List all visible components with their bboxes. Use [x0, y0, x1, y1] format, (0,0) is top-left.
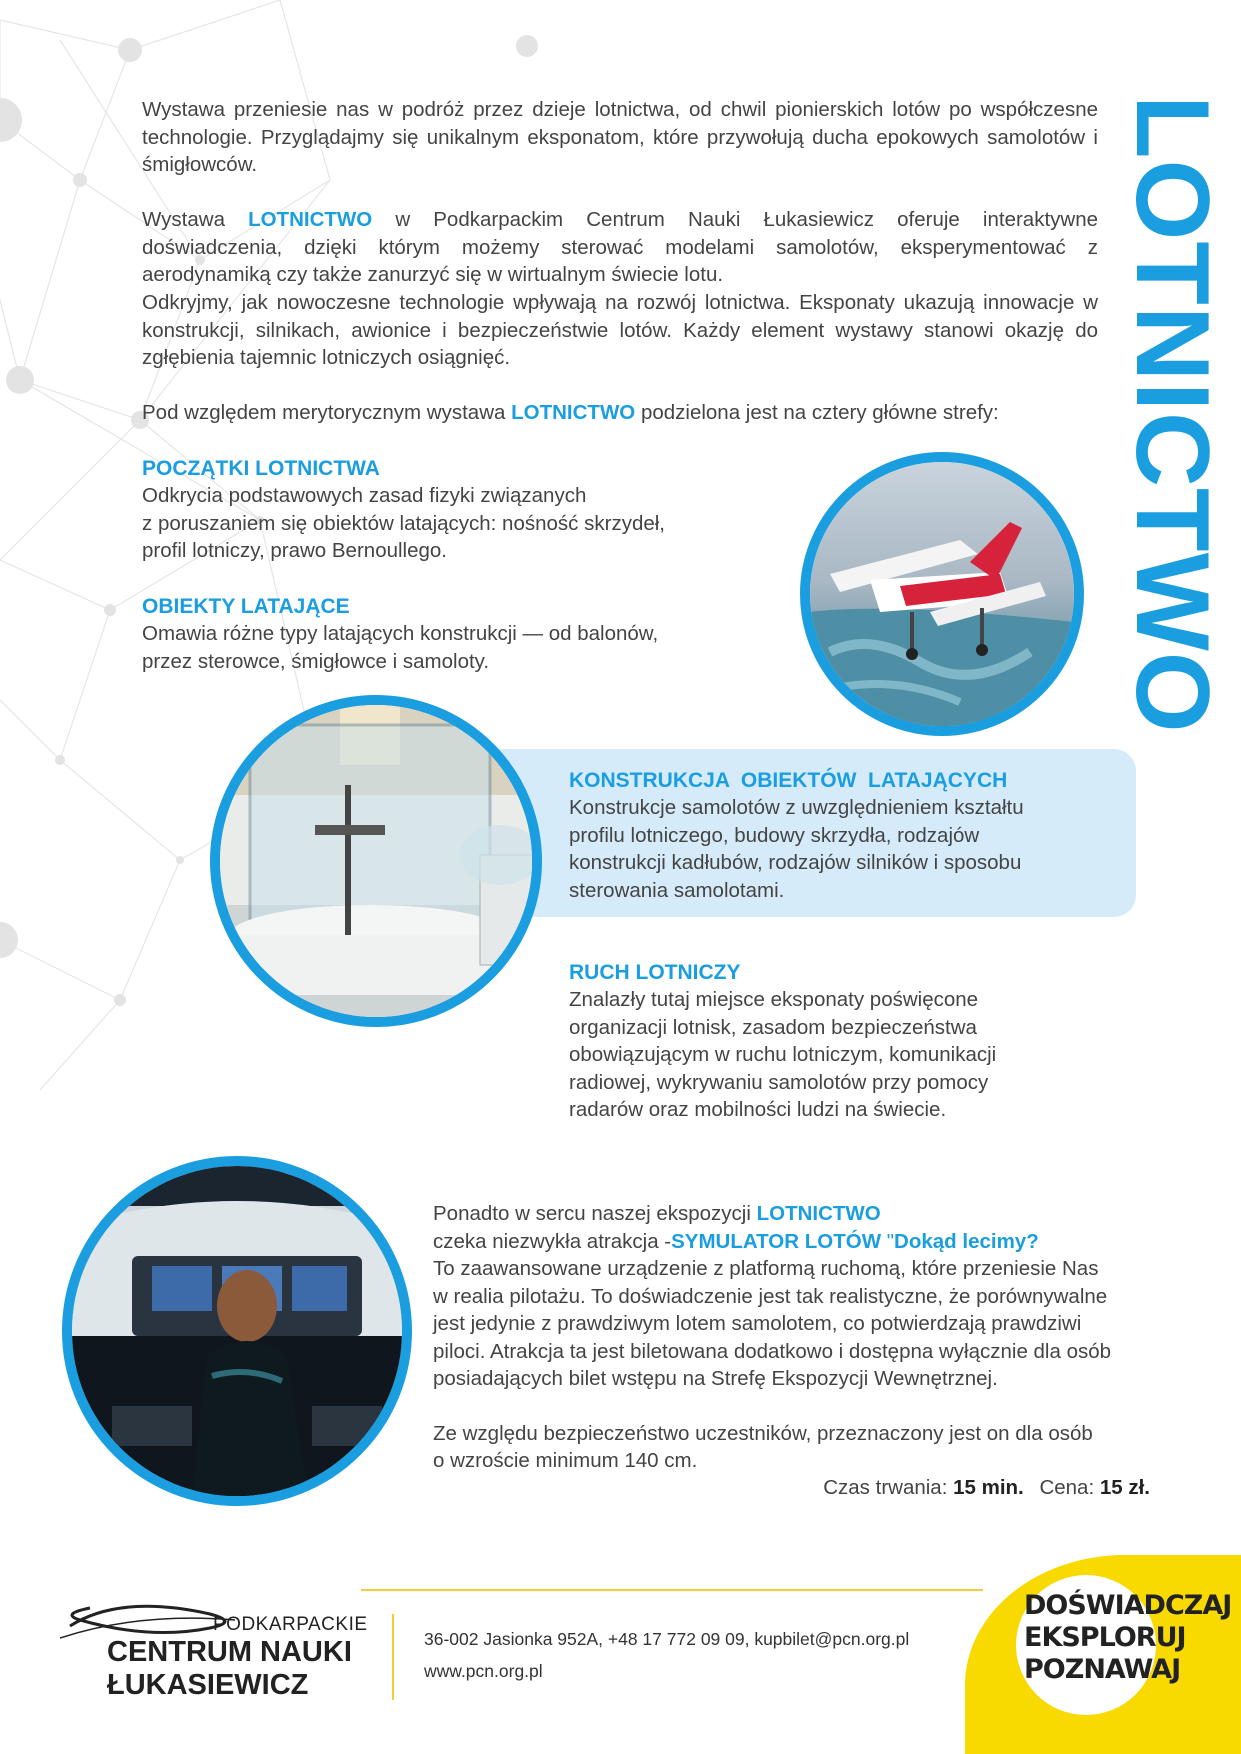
intro-paragraph-1: [142, 96, 1098, 179]
simulator-safety-line: o wzroście minimum 140 cm.: [433, 1449, 698, 1472]
zone-line: Omawia różne typy latających konstrukcji — od balonów,: [142, 622, 659, 645]
simulator-text: czeka niezwykła atrakcja -: [433, 1229, 672, 1253]
simulator-line-1: [433, 1200, 1173, 1228]
zone-line: konstrukcji kadłubów, rodzajów silników i sposobu: [569, 851, 1022, 874]
zone-line: organizacji lotnisk, zasadom bezpieczeństwa: [569, 1015, 977, 1039]
simulator-body-line: piloci. Atrakcja ta jest biletowana dodatkowo i dostępna wyłącznie dla osób: [433, 1339, 1112, 1363]
zone-line: obowiązującym w ruchu lotniczym, komunikacji: [569, 1043, 997, 1066]
zone-line: profilu lotniczego, budowy skrzydła, rodzajów: [569, 823, 980, 847]
pcn-logo: [60, 1598, 380, 1708]
intro-text-4a: Pod względem merytorycznym wystawa: [142, 401, 512, 424]
footer-contact: 36-002 Jasionka 952A, +48 17 772 09 09, kupbilet@pcn.org.pl: [424, 1629, 910, 1649]
intro-text-2b: w Podkarpackim Centrum Nauki Łukasiewicz oferuje interaktywne doświadczenia, dzięki którym możemy sterować modelami samolotów, eksperymentować z aerodynamiką czy także zanurzyć się w wirtualnym świecie lotu.: [142, 208, 1099, 286]
intro-paragraph-4: [142, 399, 1098, 427]
photo-exhibition-hall: [210, 695, 542, 1027]
decorative-dot: [515, 34, 539, 58]
simulator-quote: ": [881, 1229, 895, 1253]
zone-heading: RUCH LOTNICZY: [569, 961, 741, 984]
intro-brand-4: LOTNICTWO: [511, 401, 636, 424]
intro-paragraph-3: [142, 289, 1098, 372]
zone-line: radarów oraz mobilności ludzi na świecie.: [569, 1098, 947, 1121]
intro-text-3: Odkryjmy, jak nowoczesne technologie wpływają na rozwój lotnictwa. Eksponaty ukazują innowacje w konstrukcji, silnikach, awionice i bezpieczeństwie lotów. Każdy element wystawy stanowi okazję do zgłębienia tajemnic lotniczych osiągnięć.: [142, 291, 1098, 369]
zone-obiekty: [142, 593, 742, 675]
duration-label: Czas trwania:: [823, 1476, 954, 1499]
simulator-name: Dokąd lecimy?: [894, 1229, 1039, 1253]
zone-line: z poruszaniem się obiektów latających: nośność skrzydeł,: [142, 511, 665, 535]
simulator-body-line: jest jedynie z prawdziwym lotem samolotem, co potwierdzają prawdziwi: [433, 1312, 1082, 1335]
footer-divider: [361, 1589, 983, 1591]
zone-poczatki: [142, 455, 742, 565]
zone-ruch: [569, 959, 1129, 1124]
footer-website-link[interactable]: www.pcn.org.pl: [424, 1661, 543, 1681]
logo-small-text: PODKARPACKIE: [213, 1614, 368, 1635]
zone-line: Odkrycia podstawowych zasad fizyki związanych: [142, 484, 587, 507]
intro-text-2a: Wystawa: [142, 208, 249, 231]
slogan-line: POZNAWAJ: [1024, 1654, 1181, 1685]
price-label: Cena:: [1039, 1476, 1100, 1499]
intro-text-4b: podzielona jest na cztery główne strefy:: [635, 401, 999, 424]
duration-value: 15 min.: [953, 1476, 1024, 1499]
simulator-safety-line: Ze względu bezpieczeństwo uczestników, przeznaczony jest on dla osób: [433, 1421, 1093, 1445]
simulator-body-line: posiadających bilet wstępu na Strefę Ekspozycji Wewnętrznej.: [433, 1367, 998, 1390]
simulator-text: Ponadto w sercu naszej ekspozycji: [433, 1202, 757, 1225]
simulator-brand: LOTNICTWO: [756, 1202, 881, 1225]
slogan-line: EKSPLORUJ: [1024, 1622, 1186, 1653]
photo-flight-simulator: [62, 1156, 412, 1506]
zone-line: radiowej, wykrywaniu samolotów przy pomocy: [569, 1070, 989, 1094]
zone-line: przez sterowce, śmigłowce i samoloty.: [142, 649, 490, 673]
simulator-title: SYMULATOR LOTÓW: [671, 1229, 882, 1253]
simulator-body-line: To zaawansowane urządzenie z platformą ruchomą, które przeniesie Nas: [433, 1257, 1099, 1280]
simulator-section: [433, 1200, 1173, 1475]
photo-model-plane: [800, 452, 1084, 736]
zone-line: sterowania samolotami.: [569, 878, 785, 902]
price-value: 15 zł.: [1099, 1476, 1150, 1499]
title-lotnictwo: LOTNICTWO: [1114, 95, 1230, 734]
logo-line-2: ŁUKASIEWICZ: [107, 1669, 309, 1701]
intro-text-1: Wystawa przeniesie nas w podróż przez dzieje lotnictwa, od chwil pionierskich lotów po współczesne technologie. Przyglądajmy się unikalnym eksponatom, które przywołują ducha epokowych samolotów i śmigłowców.: [142, 98, 1098, 176]
duration-price: [700, 1474, 1150, 1501]
simulator-body-line: w realia pilotażu. To doświadczenie jest tak realistyczne, że porównywalne: [433, 1284, 1108, 1308]
footer-vertical-divider: [392, 1614, 394, 1700]
zone-heading: POCZĄTKI LOTNICTWA: [142, 457, 380, 480]
zone-heading: OBIEKTY LATAJĄCE: [142, 595, 350, 618]
zone-heading: KONSTRUKCJA OBIEKTÓW LATAJĄCYCH: [569, 769, 1008, 792]
slogan-line: DOŚWIADCZAJ: [1024, 1590, 1232, 1621]
intro-brand-2: LOTNICTWO: [248, 208, 373, 231]
simulator-line-2: [433, 1228, 1173, 1256]
logo-line-1: CENTRUM NAUKI: [107, 1636, 352, 1668]
zone-line: Konstrukcje samolotów z uwzględnieniem kształtu: [569, 796, 1024, 819]
slogan: [1024, 1590, 1232, 1686]
intro-paragraph-2: [142, 206, 1098, 289]
zone-line: Znalazły tutaj miejsce eksponaty poświęcone: [569, 988, 979, 1011]
zone-konstrukcja: [569, 767, 1129, 904]
zone-line: profil lotniczy, prawo Bernoullego.: [142, 539, 447, 562]
